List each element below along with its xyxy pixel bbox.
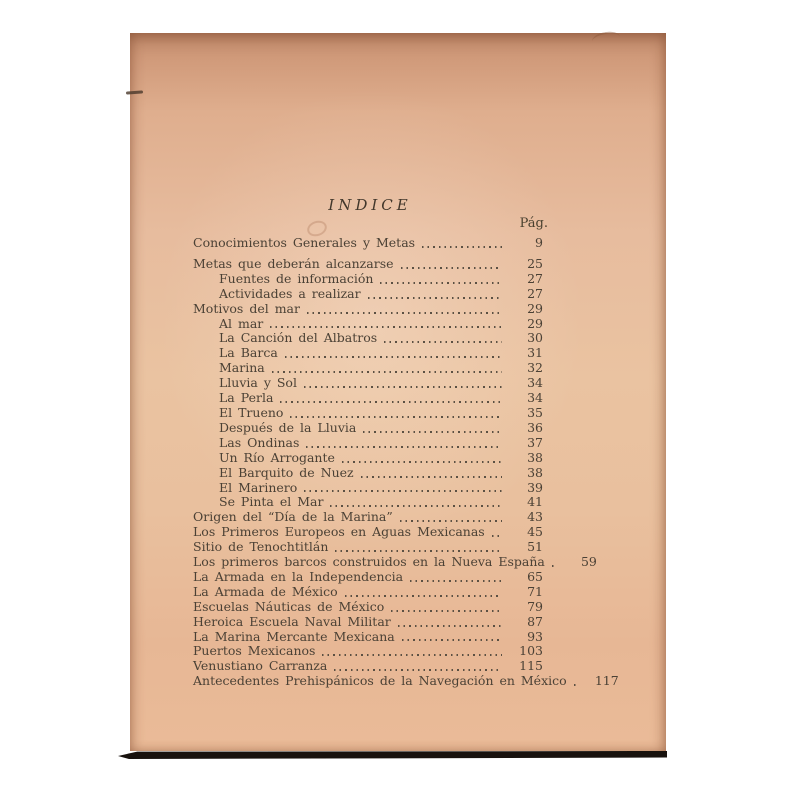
toc-row — [193, 317, 543, 332]
toc-row — [193, 466, 543, 481]
toc-row — [193, 525, 543, 540]
toc-page-number: 115 — [519, 658, 543, 674]
toc-page-number: 59 — [580, 554, 597, 570]
toc-row — [193, 630, 543, 645]
toc-entry-label: La Canción del Albatros — [219, 330, 378, 346]
dotted-leader — [330, 505, 502, 507]
toc-page-number: 65 — [527, 568, 543, 584]
toc-entry-label: Después de la Lluvia — [219, 419, 357, 435]
dotted-leader — [361, 476, 502, 478]
toc-page-number: 27 — [527, 270, 543, 286]
toc-row — [193, 391, 543, 406]
toc-entry-label: El Trueno — [219, 404, 284, 420]
toc-entry-label: Marina — [219, 360, 265, 376]
toc-row — [193, 600, 543, 615]
dotted-leader — [492, 535, 502, 537]
dotted-leader — [306, 446, 502, 448]
dotted-leader — [285, 356, 502, 358]
toc-page-number: 30 — [527, 330, 543, 346]
dotted-leader — [380, 282, 502, 284]
toc-page-number: 71 — [527, 583, 543, 599]
toc-entry-label: La Armada de México — [193, 583, 338, 599]
toc-row — [193, 615, 543, 630]
toc-page-number: 87 — [527, 613, 543, 629]
toc-page-number: 9 — [535, 235, 543, 250]
toc-entry-label: Escuelas Náuticas de México — [193, 598, 385, 614]
toc-row — [193, 481, 543, 496]
toc-row — [193, 673, 619, 689]
toc-row — [193, 436, 543, 451]
toc-page-number: 37 — [527, 434, 543, 450]
toc-entry-label: Puertos Mexicanos — [193, 643, 316, 659]
toc-page-number: 93 — [527, 628, 543, 644]
toc-row — [193, 585, 543, 600]
toc-entry-label: Venustiano Carranza — [193, 658, 328, 674]
toc-page-number: 31 — [527, 345, 543, 361]
toc-page-number: 29 — [527, 300, 543, 316]
toc-row — [193, 421, 543, 436]
toc-entry-label: Actividades a realizar — [219, 285, 361, 301]
toc-page-number: 45 — [527, 524, 543, 540]
dotted-leader — [384, 341, 502, 343]
toc-page-number: 51 — [527, 539, 543, 555]
toc-entry-label: Un Río Arrogante — [219, 449, 335, 465]
toc-row — [193, 495, 543, 510]
toc-entry-label: La Marina Mercante Mexicana — [193, 628, 395, 644]
toc-row — [193, 570, 543, 585]
dotted-leader — [400, 520, 502, 522]
dotted-leader — [304, 490, 502, 492]
toc-page-number: 41 — [527, 494, 543, 510]
toc-page-number: 38 — [527, 449, 543, 465]
toc-entry-label: Fuentes de información — [219, 270, 374, 286]
toc-row — [193, 451, 543, 466]
dotted-leader — [270, 326, 502, 328]
toc-entry-label: Lluvia y Sol — [219, 375, 297, 391]
dotted-leader — [368, 297, 502, 299]
toc-row — [193, 361, 543, 376]
toc-entry-label: Heroica Escuela Naval Militar — [193, 613, 391, 629]
toc-row — [193, 302, 543, 317]
toc-entry-label: Motivos del mar — [193, 300, 300, 316]
toc-entry-label: Se Pinta el Mar — [219, 494, 324, 510]
toc-entry-label: La Perla — [219, 390, 274, 406]
table-of-contents — [193, 196, 619, 689]
toc-row — [193, 331, 543, 346]
toc-page-number: 79 — [527, 598, 543, 614]
dotted-leader — [402, 639, 502, 641]
toc-entry-label: Las Ondinas — [219, 434, 300, 450]
toc-row — [193, 346, 543, 361]
toc-page-number: 103 — [519, 643, 543, 659]
toc-row — [193, 257, 543, 272]
dotted-leader — [335, 550, 502, 552]
toc-row — [193, 272, 543, 287]
toc-entry-label: La Barca — [219, 345, 278, 361]
toc-page-number: 35 — [527, 404, 543, 420]
page-column-header: Pág. — [519, 216, 548, 231]
toc-page-number: 43 — [527, 509, 543, 525]
toc-entry-label: La Armada en la Independencia — [193, 568, 404, 584]
dotted-leader — [334, 669, 502, 671]
toc-row — [193, 287, 543, 302]
toc-entry-label: Los primeros barcos construidos en la Nueva España — [193, 554, 545, 570]
toc-entry-label: Antecedentes Prehispánicos de la Navegación en México — [193, 673, 567, 689]
dotted-leader — [422, 246, 502, 248]
toc-page-number: 36 — [527, 419, 543, 435]
dotted-leader — [410, 580, 502, 582]
toc-entry-label: Al mar — [219, 315, 264, 331]
dotted-leader — [401, 267, 502, 269]
toc-row — [193, 659, 543, 674]
book-edge-shadow — [118, 751, 667, 759]
toc-page-number: 34 — [527, 390, 543, 406]
toc-row — [193, 554, 597, 570]
toc-page-number: 29 — [527, 315, 543, 331]
toc-entry-label: Sitio de Tenochtitlán — [193, 539, 329, 555]
dotted-leader — [552, 565, 556, 567]
page-title: INDICE — [328, 196, 412, 214]
dotted-leader — [290, 416, 502, 418]
dotted-leader — [322, 654, 502, 656]
toc-row — [193, 644, 543, 659]
dotted-leader — [307, 312, 502, 314]
book-page — [130, 33, 666, 751]
dotted-leader — [398, 625, 502, 627]
toc-row — [193, 510, 543, 525]
dotted-leader — [280, 401, 502, 403]
dotted-leader — [391, 610, 502, 612]
toc-entry-label: El Barquito de Nuez — [219, 464, 354, 480]
toc-page-number: 27 — [527, 285, 543, 301]
toc-entry-label: El Marinero — [219, 479, 298, 495]
dotted-leader — [363, 431, 502, 433]
dotted-leader — [574, 684, 578, 686]
toc-row — [193, 376, 543, 391]
dotted-leader — [272, 371, 502, 373]
dotted-leader — [345, 595, 502, 597]
toc-row — [193, 540, 543, 555]
toc-page-number: 117 — [594, 673, 619, 689]
toc-entry-label: Origen del “Día de la Marina” — [193, 509, 393, 525]
toc-page-number: 25 — [527, 255, 543, 271]
dotted-leader — [304, 386, 502, 388]
toc-page-number: 38 — [527, 464, 543, 480]
toc-page-number: 39 — [527, 479, 543, 495]
toc-row — [193, 236, 543, 251]
toc-list — [193, 235, 619, 689]
toc-entry-label: Los Primeros Europeos en Aguas Mexicanas — [193, 524, 485, 540]
dotted-leader — [342, 461, 502, 463]
toc-entry-label: Metas que deberán alcanzarse — [193, 255, 394, 271]
toc-entry-label: Conocimientos Generales y Metas — [193, 235, 416, 250]
toc-page-number: 32 — [527, 360, 543, 376]
toc-row — [193, 406, 543, 421]
toc-page-number: 34 — [527, 375, 543, 391]
